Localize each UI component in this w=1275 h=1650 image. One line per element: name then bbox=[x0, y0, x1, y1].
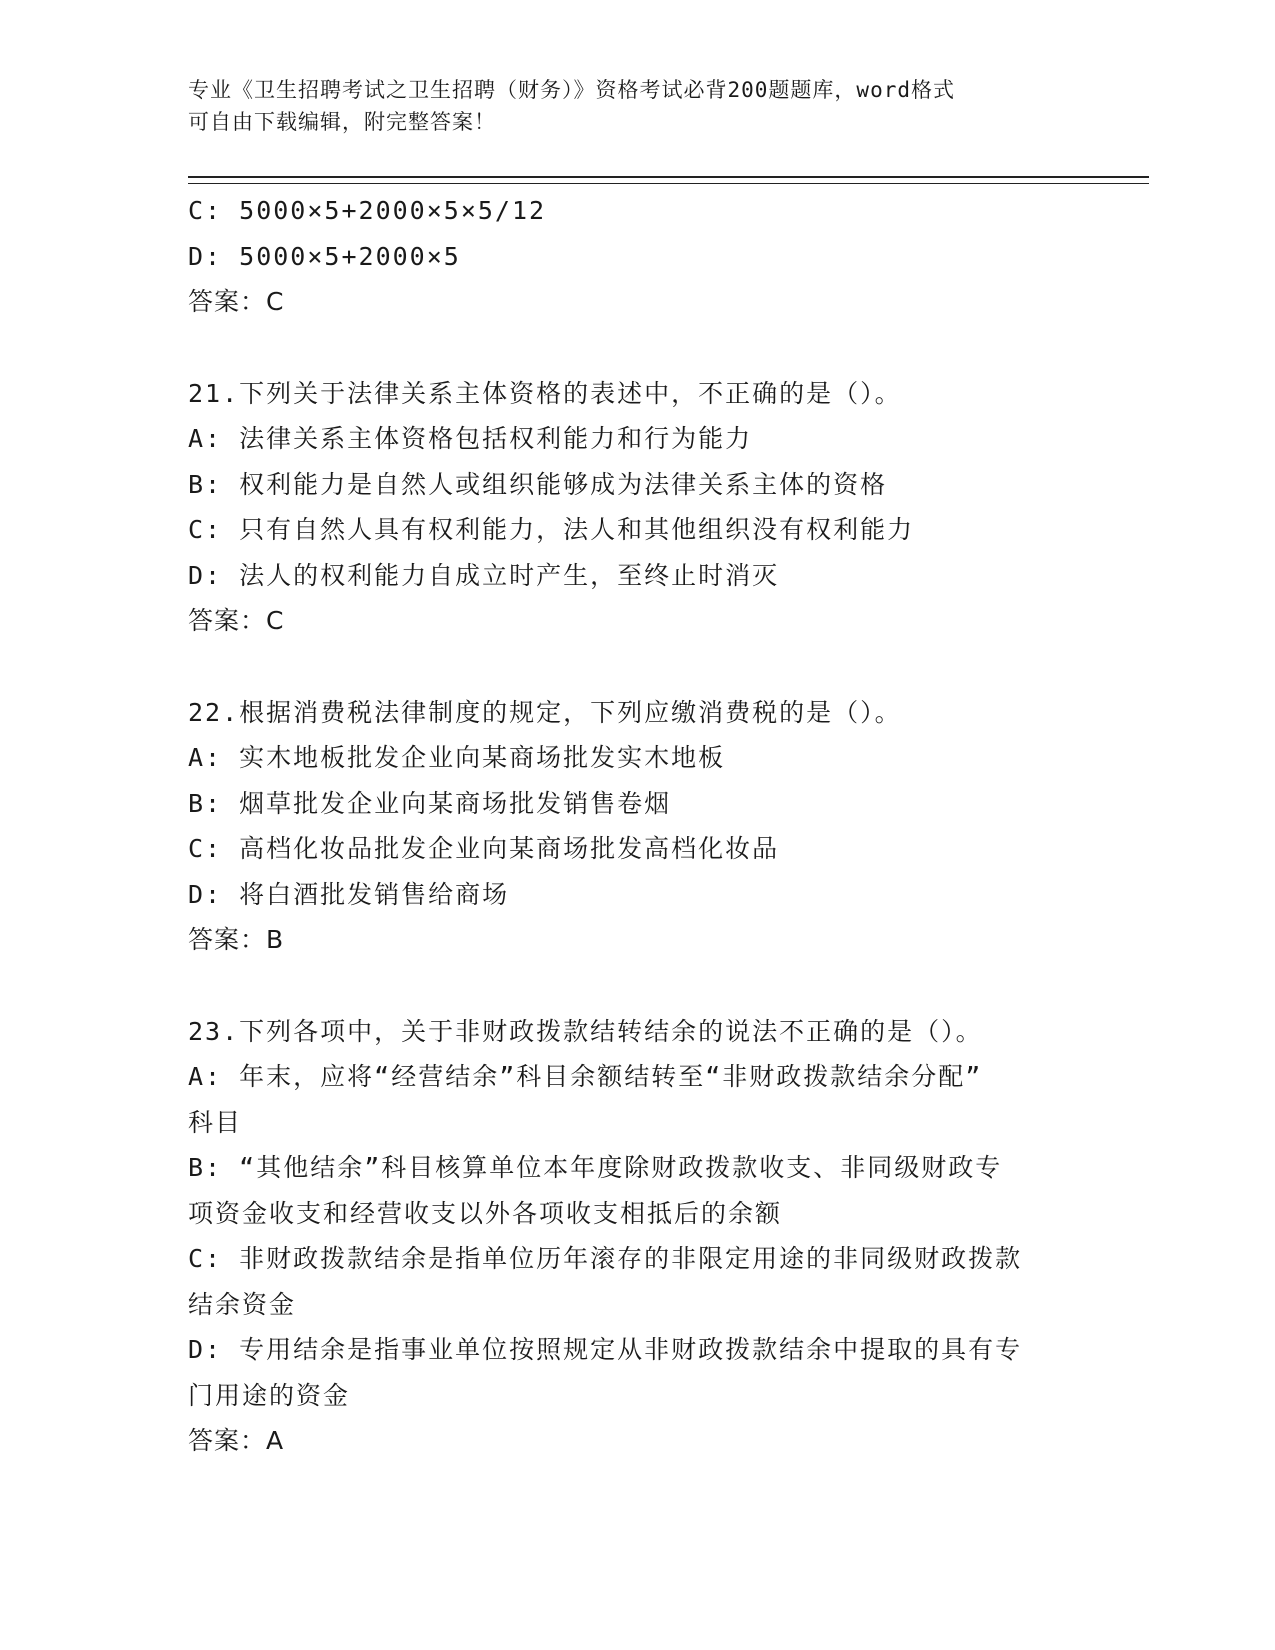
option-c: C: 5000×5+2000×5×5/12 bbox=[188, 196, 547, 225]
option-d-continued: 门用途的资金 bbox=[188, 1380, 351, 1410]
option-d: D: 5000×5+2000×5 bbox=[188, 241, 461, 271]
question-23 bbox=[188, 1009, 1088, 1464]
option-d: D: 法人的权利能力自成立时产生，至终止时消灭 bbox=[188, 560, 780, 590]
document-body bbox=[188, 188, 1088, 1464]
option-b: B: “其他结余”科目核算单位本年度除财政拨款收支、非同级财政专 bbox=[188, 1153, 1003, 1182]
option-a: A: 实木地板批发企业向某商场批发实木地板 bbox=[188, 743, 726, 772]
option-a-continued: 科目 bbox=[188, 1107, 243, 1137]
option-d: D: 专用结余是指事业单位按照规定从非财政拨款结余中提取的具有专 bbox=[188, 1335, 1023, 1364]
option-c: C: 非财政拨款结余是指单位历年滚存的非限定用途的非同级财政拨款 bbox=[188, 1244, 1023, 1273]
header-divider bbox=[188, 176, 1149, 184]
option-d: D: 将白酒批发销售给商场 bbox=[188, 879, 510, 909]
option-b: B: 烟草批发企业向某商场批发销售卷烟 bbox=[188, 788, 672, 818]
answer-line: 答案：C bbox=[188, 606, 285, 635]
question-text: 21.下列关于法律关系主体资格的表述中，不正确的是（）。 bbox=[188, 378, 902, 408]
option-c-continued: 结余资金 bbox=[188, 1289, 297, 1319]
option-a: A: 法律关系主体资格包括权利能力和行为能力 bbox=[188, 424, 753, 453]
header-title-line-1: 专业《卫生招聘考试之卫生招聘（财务）》资格考试必背200题题库，word格式 bbox=[188, 78, 955, 102]
option-c: C: 只有自然人具有权利能力，法人和其他组织没有权利能力 bbox=[188, 515, 915, 544]
option-c: C: 高档化妆品批发企业向某商场批发高档化妆品 bbox=[188, 834, 780, 863]
answer-line: 答案：A bbox=[188, 1426, 285, 1455]
question-text: 22.根据消费税法律制度的规定，下列应缴消费税的是（）。 bbox=[188, 697, 902, 727]
page-header bbox=[188, 74, 1088, 138]
question-21 bbox=[188, 371, 1088, 644]
answer-line: 答案：C bbox=[188, 287, 285, 316]
question-20-continuation bbox=[188, 188, 1088, 325]
option-b-continued: 项资金收支和经营收支以外各项收支相抵后的余额 bbox=[188, 1198, 783, 1228]
question-22 bbox=[188, 690, 1088, 963]
option-a: A: 年末，应将“经营结余”科目余额结转至“非财政拨款结余分配” bbox=[188, 1062, 983, 1091]
header-title-line-2: 可自由下载编辑，附完整答案！ bbox=[188, 110, 496, 134]
answer-line: 答案：B bbox=[188, 925, 285, 954]
option-b: B: 权利能力是自然人或组织能够成为法律关系主体的资格 bbox=[188, 469, 888, 499]
question-text: 23.下列各项中，关于非财政拨款结转结余的说法不正确的是（）。 bbox=[188, 1016, 983, 1046]
